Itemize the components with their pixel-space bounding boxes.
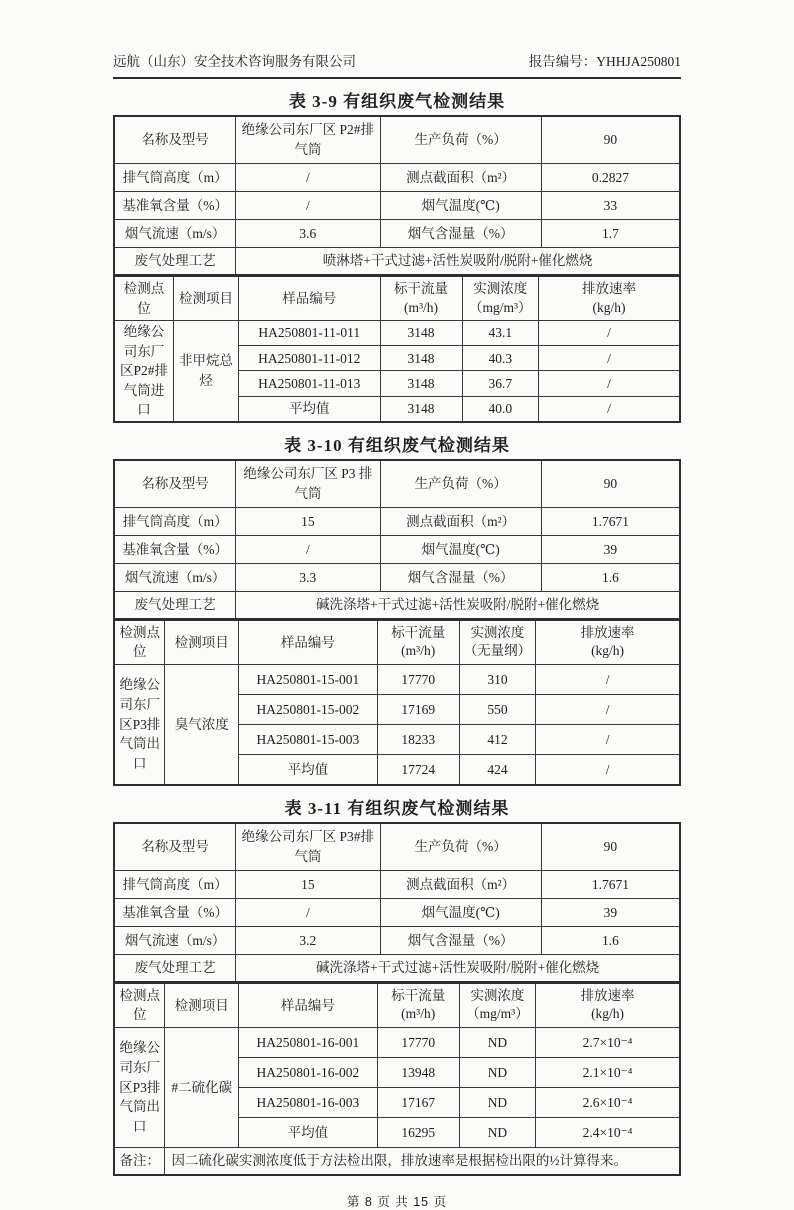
info-label: 名称及型号 [114, 823, 236, 871]
table-title: 表 3-9 有组织废气检测结果 [288, 92, 506, 111]
flow-cell: 16295 [377, 1117, 459, 1147]
col-header-conc-unit: （无量纲） [463, 643, 532, 659]
info-label: 基准氧含量（%） [114, 192, 236, 220]
sample-id-cell: HA250801-15-003 [239, 724, 378, 754]
process-value: 碱洗涤塔+干式过滤+活性炭吸附/脱附+催化燃烧 [236, 591, 680, 619]
flow-cell: 17770 [377, 664, 459, 694]
company-name: 远航（山东）安全技术咨询服务有限公司 [113, 54, 356, 69]
sample-id-cell: HA250801-15-002 [239, 694, 378, 724]
rate-cell: / [538, 321, 680, 346]
conc-cell: ND [459, 1117, 535, 1147]
col-header-site: 检测点位 [114, 620, 165, 665]
item-cell: #二硫化碳 [165, 1027, 239, 1147]
stack-info-table-3-9 [113, 115, 681, 276]
info-value: 绝缘公司东厂区 P3#排气筒 [236, 823, 380, 871]
process-value: 碱洗涤塔+干式过滤+活性炭吸附/脱附+催化燃烧 [236, 954, 680, 982]
info-label: 烟气温度(℃) [380, 192, 541, 220]
flow-cell: 17770 [377, 1027, 459, 1057]
rate-cell: 2.4×10⁻⁴ [536, 1117, 680, 1147]
col-header-rate-unit: (kg/h) [591, 1006, 625, 1022]
info-value: / [236, 535, 380, 563]
col-header-rate-label: 排放速率 [580, 625, 635, 641]
col-header-sample: 样品编号 [239, 620, 378, 665]
rate-cell: / [536, 724, 680, 754]
sample-id-cell: 平均值 [239, 396, 381, 422]
col-header-conc-label: 实测浓度 [470, 625, 525, 641]
sample-id-cell: HA250801-16-003 [239, 1087, 378, 1117]
table-3-11-section [113, 794, 681, 1176]
rate-cell: / [538, 371, 680, 396]
info-label: 生产负荷（%） [380, 823, 541, 871]
info-value: 1.6 [541, 563, 680, 591]
col-header-conc [459, 620, 535, 665]
process-label: 废气处理工艺 [114, 954, 236, 982]
stack-info-table-3-10 [113, 459, 681, 620]
conc-cell: 40.3 [462, 346, 538, 371]
info-value: 90 [541, 116, 680, 164]
col-header-rate-unit: (kg/h) [591, 643, 625, 659]
site-cell: 绝缘公司东厂区P3排气筒出口 [114, 1027, 165, 1147]
col-header-conc-label: 实测浓度 [470, 988, 525, 1004]
process-label: 废气处理工艺 [114, 591, 236, 619]
site-cell: 绝缘公司东厂区P3排气筒出口 [114, 664, 165, 785]
info-label: 测点截面积（m²） [380, 507, 541, 535]
info-label: 基准氧含量（%） [114, 898, 236, 926]
conc-cell: ND [459, 1057, 535, 1087]
page-number: 第 8 页 共 15 页 [346, 1194, 448, 1209]
col-header-flow-unit: (m³/h) [404, 299, 439, 315]
info-value: 39 [541, 898, 680, 926]
col-header-rate [538, 276, 680, 321]
rate-cell: 2.1×10⁻⁴ [536, 1057, 680, 1087]
col-header-flow-label: 标干流量 [391, 988, 446, 1004]
col-header-flow-unit: (m³/h) [401, 1006, 436, 1022]
info-value: 1.7671 [541, 507, 680, 535]
col-header-sample: 样品编号 [239, 983, 378, 1028]
info-label: 名称及型号 [114, 460, 236, 508]
info-label: 烟气温度(℃) [380, 535, 541, 563]
info-value: 15 [236, 870, 380, 898]
note-text: 因二硫化碳实测浓度低于方法检出限，排放速率是根据检出限的½计算得来。 [165, 1147, 680, 1175]
info-value: 1.7671 [541, 870, 680, 898]
item-cell: 非甲烷总烃 [173, 321, 238, 422]
rate-cell: 2.6×10⁻⁴ [536, 1087, 680, 1117]
info-label: 排气筒高度（m） [114, 870, 236, 898]
info-label: 生产负荷（%） [380, 116, 541, 164]
col-header-flow-unit: (m³/h) [401, 643, 436, 659]
info-value: 39 [541, 535, 680, 563]
info-label: 烟气流速（m/s） [114, 926, 236, 954]
col-header-flow [377, 620, 459, 665]
note-label: 备注： [114, 1147, 165, 1175]
info-value: 33 [541, 192, 680, 220]
flow-cell: 3148 [380, 346, 462, 371]
info-value: 3.2 [236, 926, 380, 954]
info-value: / [236, 164, 380, 192]
rate-cell: / [536, 664, 680, 694]
info-value: 1.6 [541, 926, 680, 954]
sample-id-cell: 平均值 [239, 754, 378, 785]
process-label: 废气处理工艺 [114, 248, 236, 276]
info-label: 基准氧含量（%） [114, 535, 236, 563]
conc-cell: 36.7 [462, 371, 538, 396]
flow-cell: 13948 [377, 1057, 459, 1087]
conc-cell: 40.0 [462, 396, 538, 422]
rate-cell: 2.7×10⁻⁴ [536, 1027, 680, 1057]
flow-cell: 17169 [377, 694, 459, 724]
stack-info-table-3-11 [113, 822, 681, 983]
col-header-rate [536, 983, 680, 1028]
item-cell: 臭气浓度 [165, 664, 239, 785]
flow-cell: 17724 [377, 754, 459, 785]
conc-cell: ND [459, 1087, 535, 1117]
conc-cell: 550 [459, 694, 535, 724]
report-number: 报告编号：YHHJA250801 [528, 54, 681, 69]
col-header-flow-label: 标干流量 [391, 625, 446, 641]
col-header-conc [462, 276, 538, 321]
conc-cell: 310 [459, 664, 535, 694]
col-header-conc-unit: （mg/m³） [468, 299, 532, 315]
flow-cell: 3148 [380, 321, 462, 346]
info-value: 90 [541, 823, 680, 871]
process-value: 喷淋塔+干式过滤+活性炭吸附/脱附+催化燃烧 [236, 248, 680, 276]
col-header-conc-label: 实测浓度 [473, 281, 528, 297]
document-header [113, 50, 681, 79]
col-header-flow [377, 983, 459, 1028]
rate-cell: / [538, 396, 680, 422]
sample-id-cell: HA250801-11-012 [239, 346, 381, 371]
rate-cell: / [536, 694, 680, 724]
flow-cell: 3148 [380, 396, 462, 422]
col-header-conc [459, 983, 535, 1028]
info-label: 烟气含湿量（%） [380, 563, 541, 591]
col-header-item: 检测项目 [165, 983, 239, 1028]
rate-cell: / [538, 346, 680, 371]
conc-cell: 412 [459, 724, 535, 754]
info-value: 3.6 [236, 220, 380, 248]
col-header-rate [536, 620, 680, 665]
info-label: 烟气流速（m/s） [114, 220, 236, 248]
sample-id-cell: HA250801-15-001 [239, 664, 378, 694]
sample-id-cell: HA250801-16-002 [239, 1057, 378, 1087]
info-value: 1.7 [541, 220, 680, 248]
flow-cell: 17167 [377, 1087, 459, 1117]
info-label: 烟气温度(℃) [380, 898, 541, 926]
info-value: 绝缘公司东厂区 P3 排气筒 [236, 460, 380, 508]
info-value: 0.2827 [541, 164, 680, 192]
sample-id-cell: 平均值 [239, 1117, 378, 1147]
col-header-site: 检测点位 [114, 276, 173, 321]
col-header-conc-unit: （mg/m³） [466, 1006, 529, 1022]
info-label: 烟气含湿量（%） [380, 926, 541, 954]
info-label: 排气筒高度（m） [114, 164, 236, 192]
conc-cell: 43.1 [462, 321, 538, 346]
info-label: 测点截面积（m²） [380, 164, 541, 192]
col-header-rate-unit: (kg/h) [592, 299, 626, 315]
sample-id-cell: HA250801-11-013 [239, 371, 381, 396]
info-label: 测点截面积（m²） [380, 870, 541, 898]
col-header-flow [380, 276, 462, 321]
sample-id-cell: HA250801-11-011 [239, 321, 381, 346]
site-cell: 绝缘公司东厂区P2#排气筒进口 [114, 321, 173, 422]
sample-id-cell: HA250801-16-001 [239, 1027, 378, 1057]
info-value: / [236, 192, 380, 220]
rate-cell: / [536, 754, 680, 785]
col-header-item: 检测项目 [173, 276, 238, 321]
col-header-flow-label: 标干流量 [394, 281, 449, 297]
col-header-rate-label: 排放速率 [580, 988, 635, 1004]
table-3-10-section [113, 431, 681, 786]
measurement-table-3-9 [113, 275, 681, 423]
info-value: / [236, 898, 380, 926]
info-value: 3.3 [236, 563, 380, 591]
info-value: 绝缘公司东厂区 P2#排气筒 [236, 116, 380, 164]
info-label: 生产负荷（%） [380, 460, 541, 508]
info-value: 15 [236, 507, 380, 535]
info-label: 排气筒高度（m） [114, 507, 236, 535]
info-value: 90 [541, 460, 680, 508]
conc-cell: ND [459, 1027, 535, 1057]
table-title: 表 3-10 有组织废气检测结果 [284, 435, 510, 455]
col-header-site: 检测点位 [114, 983, 165, 1028]
col-header-rate-label: 排放速率 [581, 281, 636, 297]
flow-cell: 18233 [377, 724, 459, 754]
info-label: 烟气流速（m/s） [114, 563, 236, 591]
measurement-table-3-10 [113, 619, 681, 786]
info-label: 烟气含湿量（%） [380, 220, 541, 248]
measurement-table-3-11 [113, 982, 681, 1176]
col-header-sample: 样品编号 [239, 276, 381, 321]
flow-cell: 3148 [380, 371, 462, 396]
col-header-item: 检测项目 [165, 620, 239, 665]
table-3-9-section [113, 87, 681, 423]
conc-cell: 424 [459, 754, 535, 785]
table-title: 表 3-11 有组织废气检测结果 [284, 798, 510, 818]
info-label: 名称及型号 [114, 116, 236, 164]
